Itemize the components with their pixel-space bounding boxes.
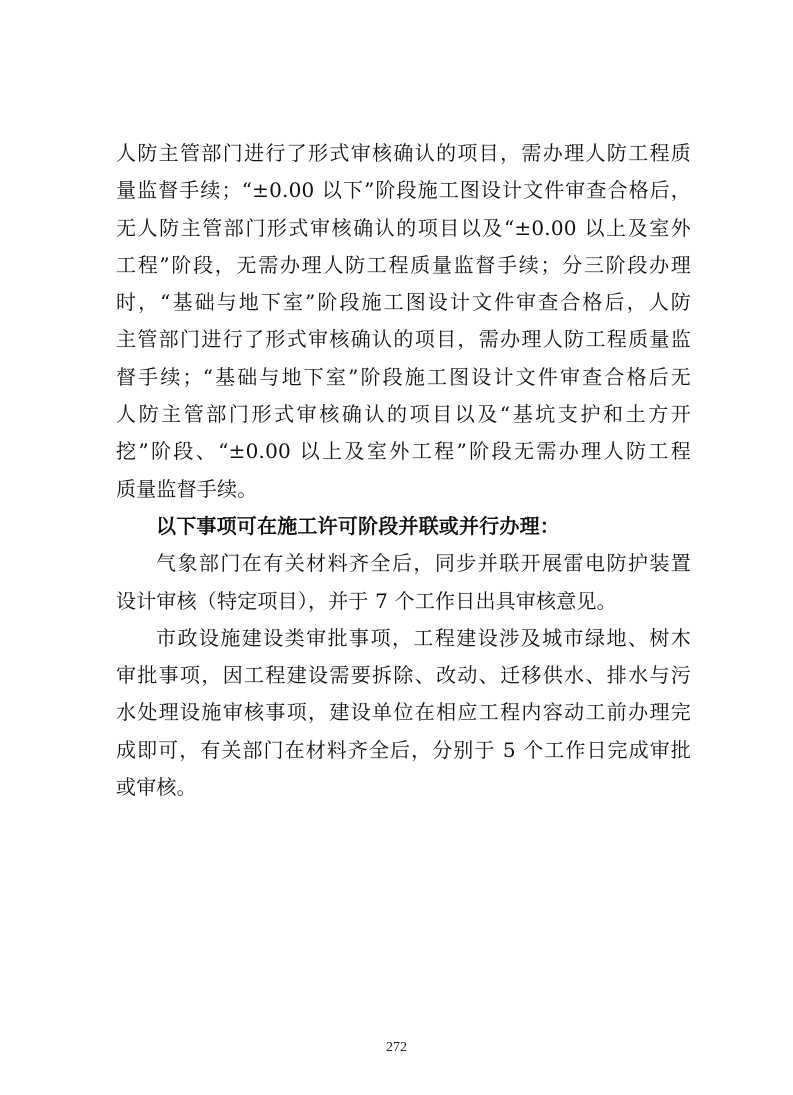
text-line: 审批事项，因工程建设需要拆除、改动、迁移供水、排水与污 [116, 663, 691, 688]
text-line: 设计审核（特定项目），并于 7 个工作日出具审核意见。 [116, 588, 617, 613]
text-line: 工程”阶段，无需办理人防工程质量监督手续；分三阶段办理 [116, 252, 691, 277]
text-line: 人防主管部门进行了形式审核确认的项目，需办理人防工程质 [116, 141, 691, 165]
page-number: 272 [386, 1040, 407, 1055]
paragraph-p2 [116, 508, 691, 545]
text-line: 无人防主管部门形式审核确认的项目以及“±0.00 以上及室外 [116, 215, 691, 240]
text-line: 人防主管部门形式审核确认的项目以及“基坑支护和土方开 [116, 402, 691, 427]
document-body [116, 135, 691, 806]
text-line: 挖”阶段、“±0.00 以上及室外工程”阶段无需办理人防工程 [116, 439, 691, 464]
text-line: 质量监督手续。 [116, 476, 258, 501]
text-line: 以下事项可在施工许可阶段并联或并行办理： [156, 513, 560, 538]
paragraph-p1 [116, 135, 691, 508]
text-line: 成即可，有关部门在材料齐全后，分别于 5 个工作日完成审批 [116, 737, 691, 762]
text-line: 时，“基础与地下室”阶段施工图设计文件审查合格后，人防 [116, 290, 691, 315]
text-line: 市政设施建设类审批事项，工程建设涉及城市绿地、树木 [156, 625, 691, 650]
paragraph-p3 [116, 545, 691, 620]
paragraph-p4 [116, 620, 691, 806]
text-line: 主管部门进行了形式审核确认的项目，需办理人防工程质量监 [116, 327, 691, 352]
text-line: 量监督手续；“±0.00 以下”阶段施工图设计文件审查合格后， [116, 178, 691, 203]
text-line: 水处理设施审核事项，建设单位在相应工程内容动工前办理完 [116, 700, 691, 725]
text-line: 或审核。 [116, 775, 197, 800]
text-line: 督手续；“基础与地下室”阶段施工图设计文件审查合格后无 [116, 364, 691, 389]
text-line: 气象部门在有关材料齐全后，同步并联开展雷电防护装置 [156, 551, 691, 576]
